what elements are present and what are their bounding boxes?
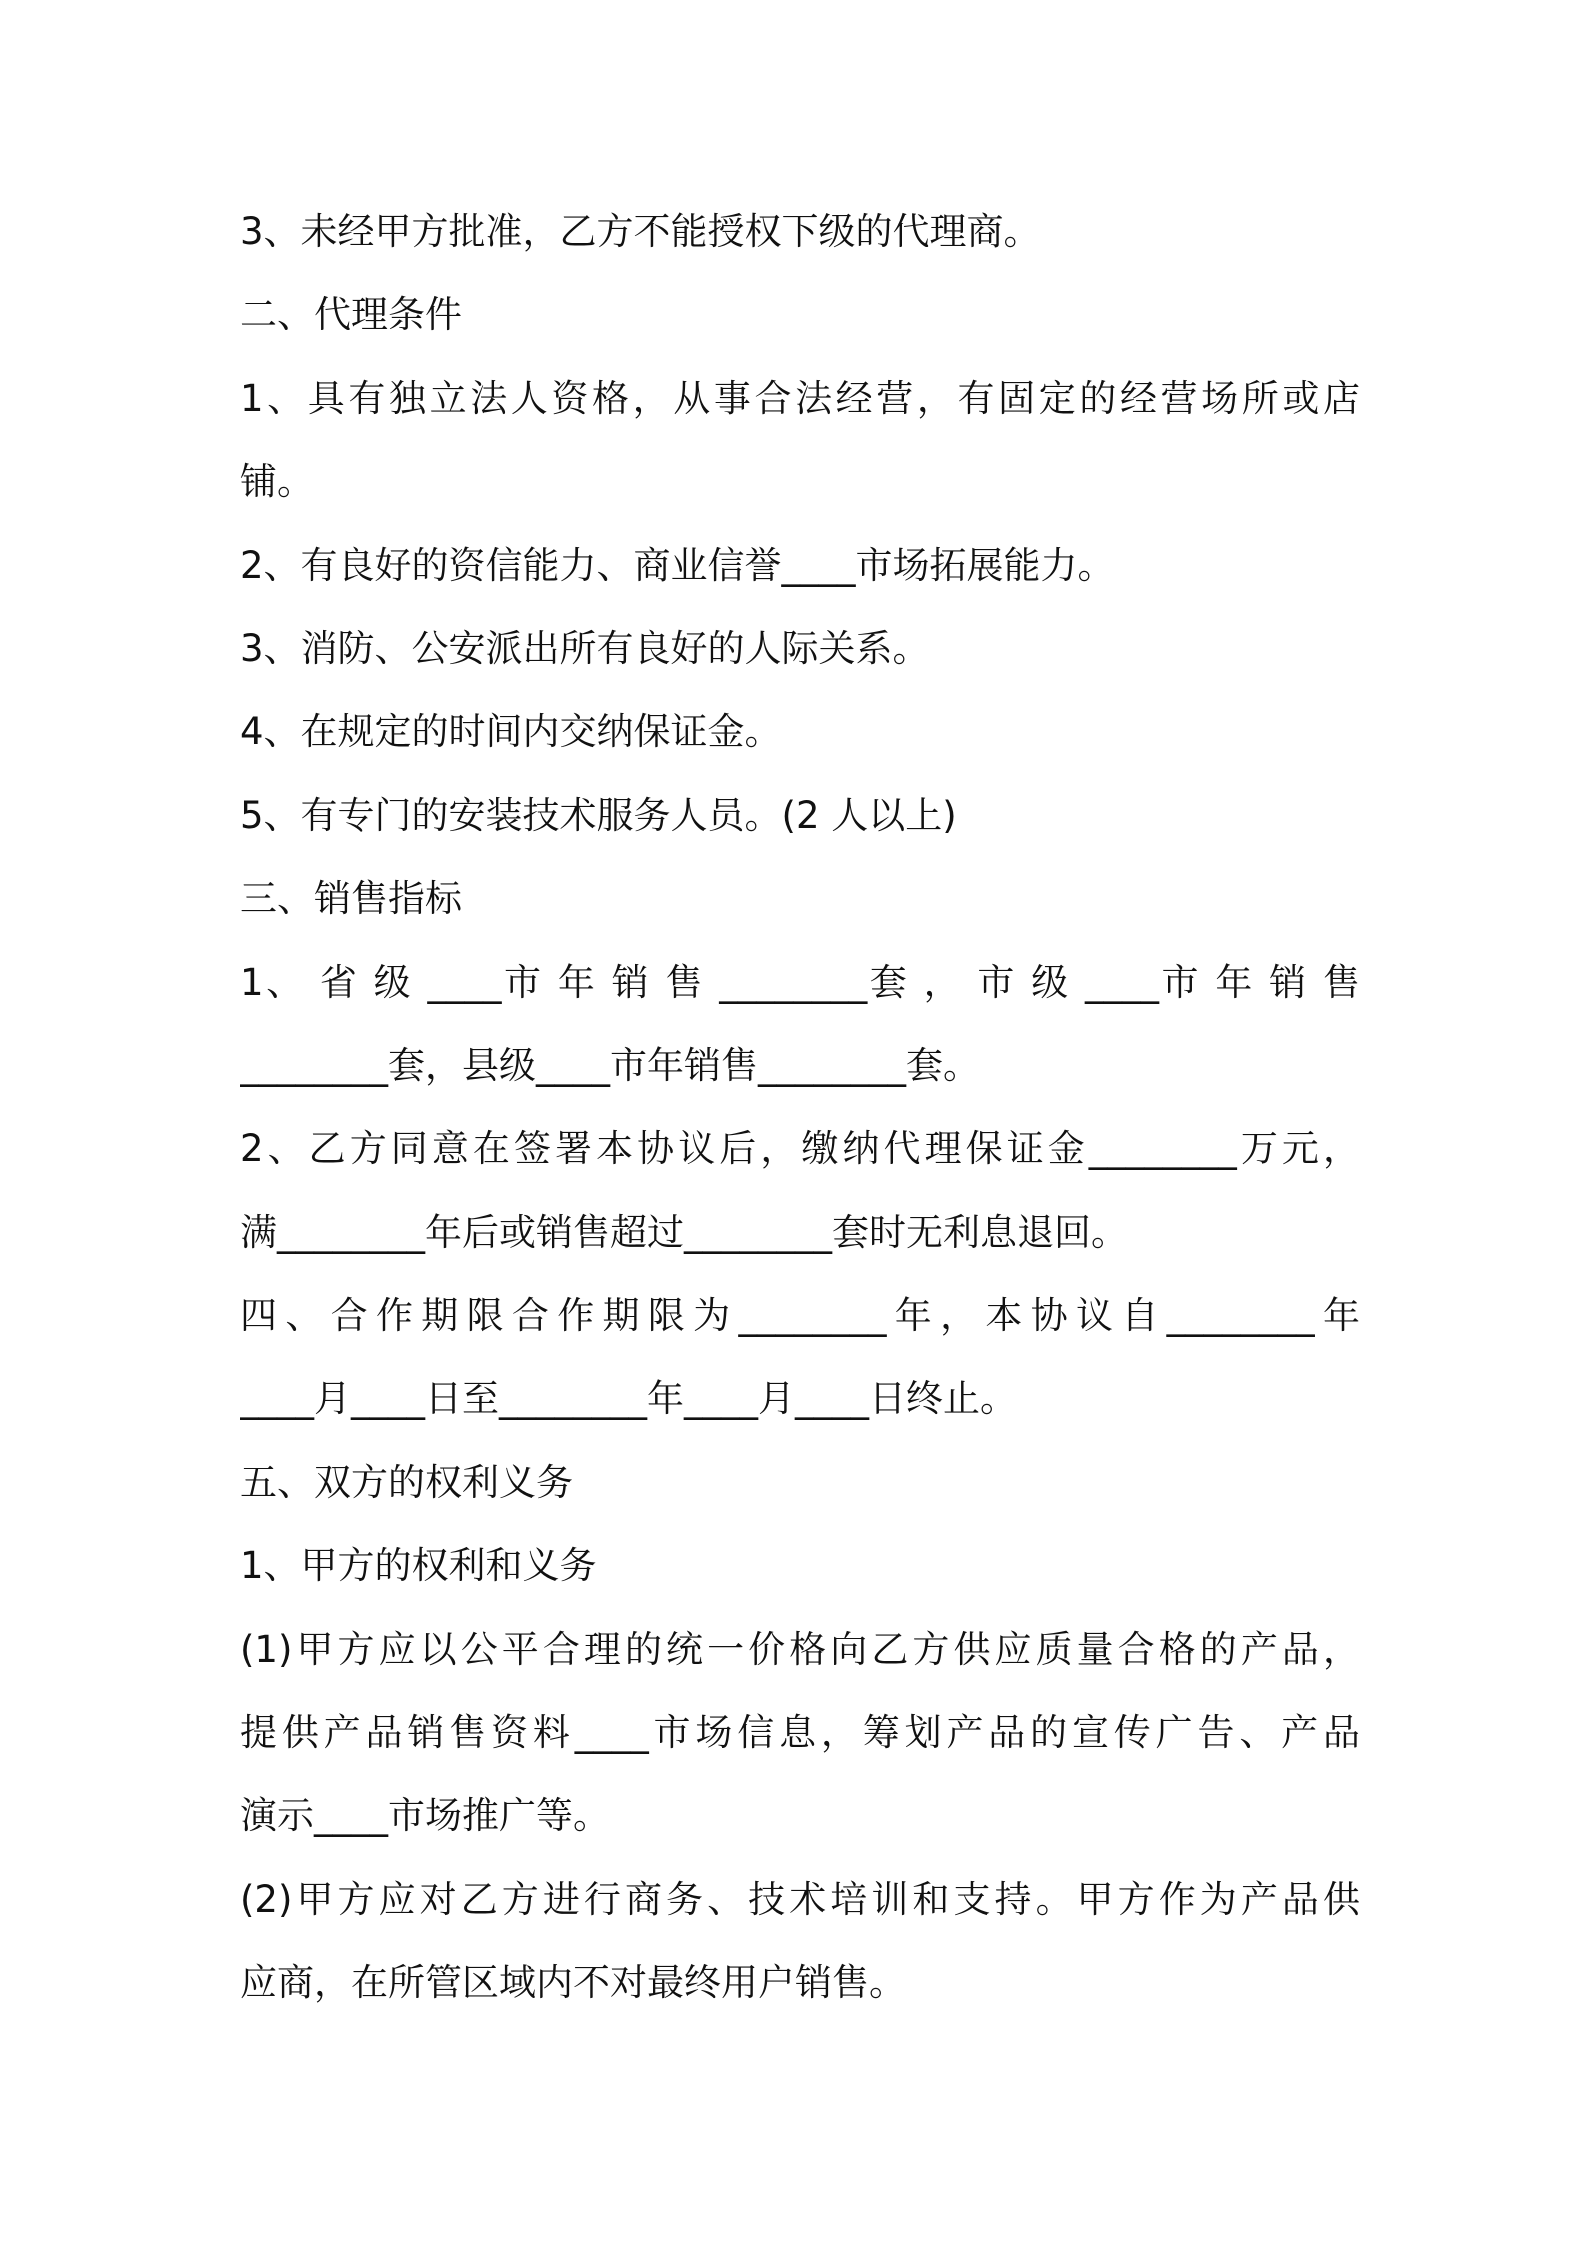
paragraph-line: 演示____市场推广等。 [240,1794,610,1838]
paragraph-line: 提供产品销售资料____市场信息，筹划产品的宣传广告、产品 [240,1711,1360,1755]
paragraph-line: 4、在规定的时间内交纳保证金。 [240,710,782,754]
section-heading: 二、代理条件 [240,293,462,337]
paragraph-line: 3、消防、公安派出所有良好的人际关系。 [240,626,930,670]
paragraph-line: 3、未经甲方批准，乙方不能授权下级的代理商。 [240,210,1041,253]
paragraph-line: (2)甲方应对乙方进行商务、技术培训和支持。甲方作为产品供 [240,1877,1360,1921]
paragraph-line: 四、合作期限合作期限为________年，本协议自________年 [240,1294,1360,1338]
section-heading: 五、双方的权利义务 [240,1460,573,1504]
paragraph-line: ________套，县级____市年销售________套。 [240,1043,980,1087]
paragraph-line: 2、有良好的资信能力、商业信誉____市场拓展能力。 [240,543,1115,587]
paragraph-line: 铺。 [240,460,314,504]
subsection-heading: 1、甲方的权利和义务 [240,1544,597,1588]
paragraph-line: 1、具有独立法人资格，从事合法经营，有固定的经营场所或店 [240,376,1360,420]
document-body [240,190,1360,2025]
section-heading: 三、销售指标 [240,877,462,921]
paragraph-line: 1、 省 级 ____市 年 销 售 ________套 ， 市 级 ____市 年 销 售 [240,960,1360,1004]
paragraph-line: 2、乙方同意在签署本协议后，缴纳代理保证金________万元， [240,1127,1360,1171]
paragraph-line: (1)甲方应以公平合理的统一价格向乙方供应质量合格的产品， [240,1627,1360,1671]
paragraph-line: 应商，在所管区域内不对最终用户销售。 [240,1961,906,2005]
paragraph-line: ____月____日至________年____月____日终止。 [240,1377,1017,1421]
paragraph-line: 5、有专门的安装技术服务人员。(2 人以上) [240,793,957,837]
paragraph-line: 满________年后或销售超过________套时无利息退回。 [240,1210,1128,1254]
